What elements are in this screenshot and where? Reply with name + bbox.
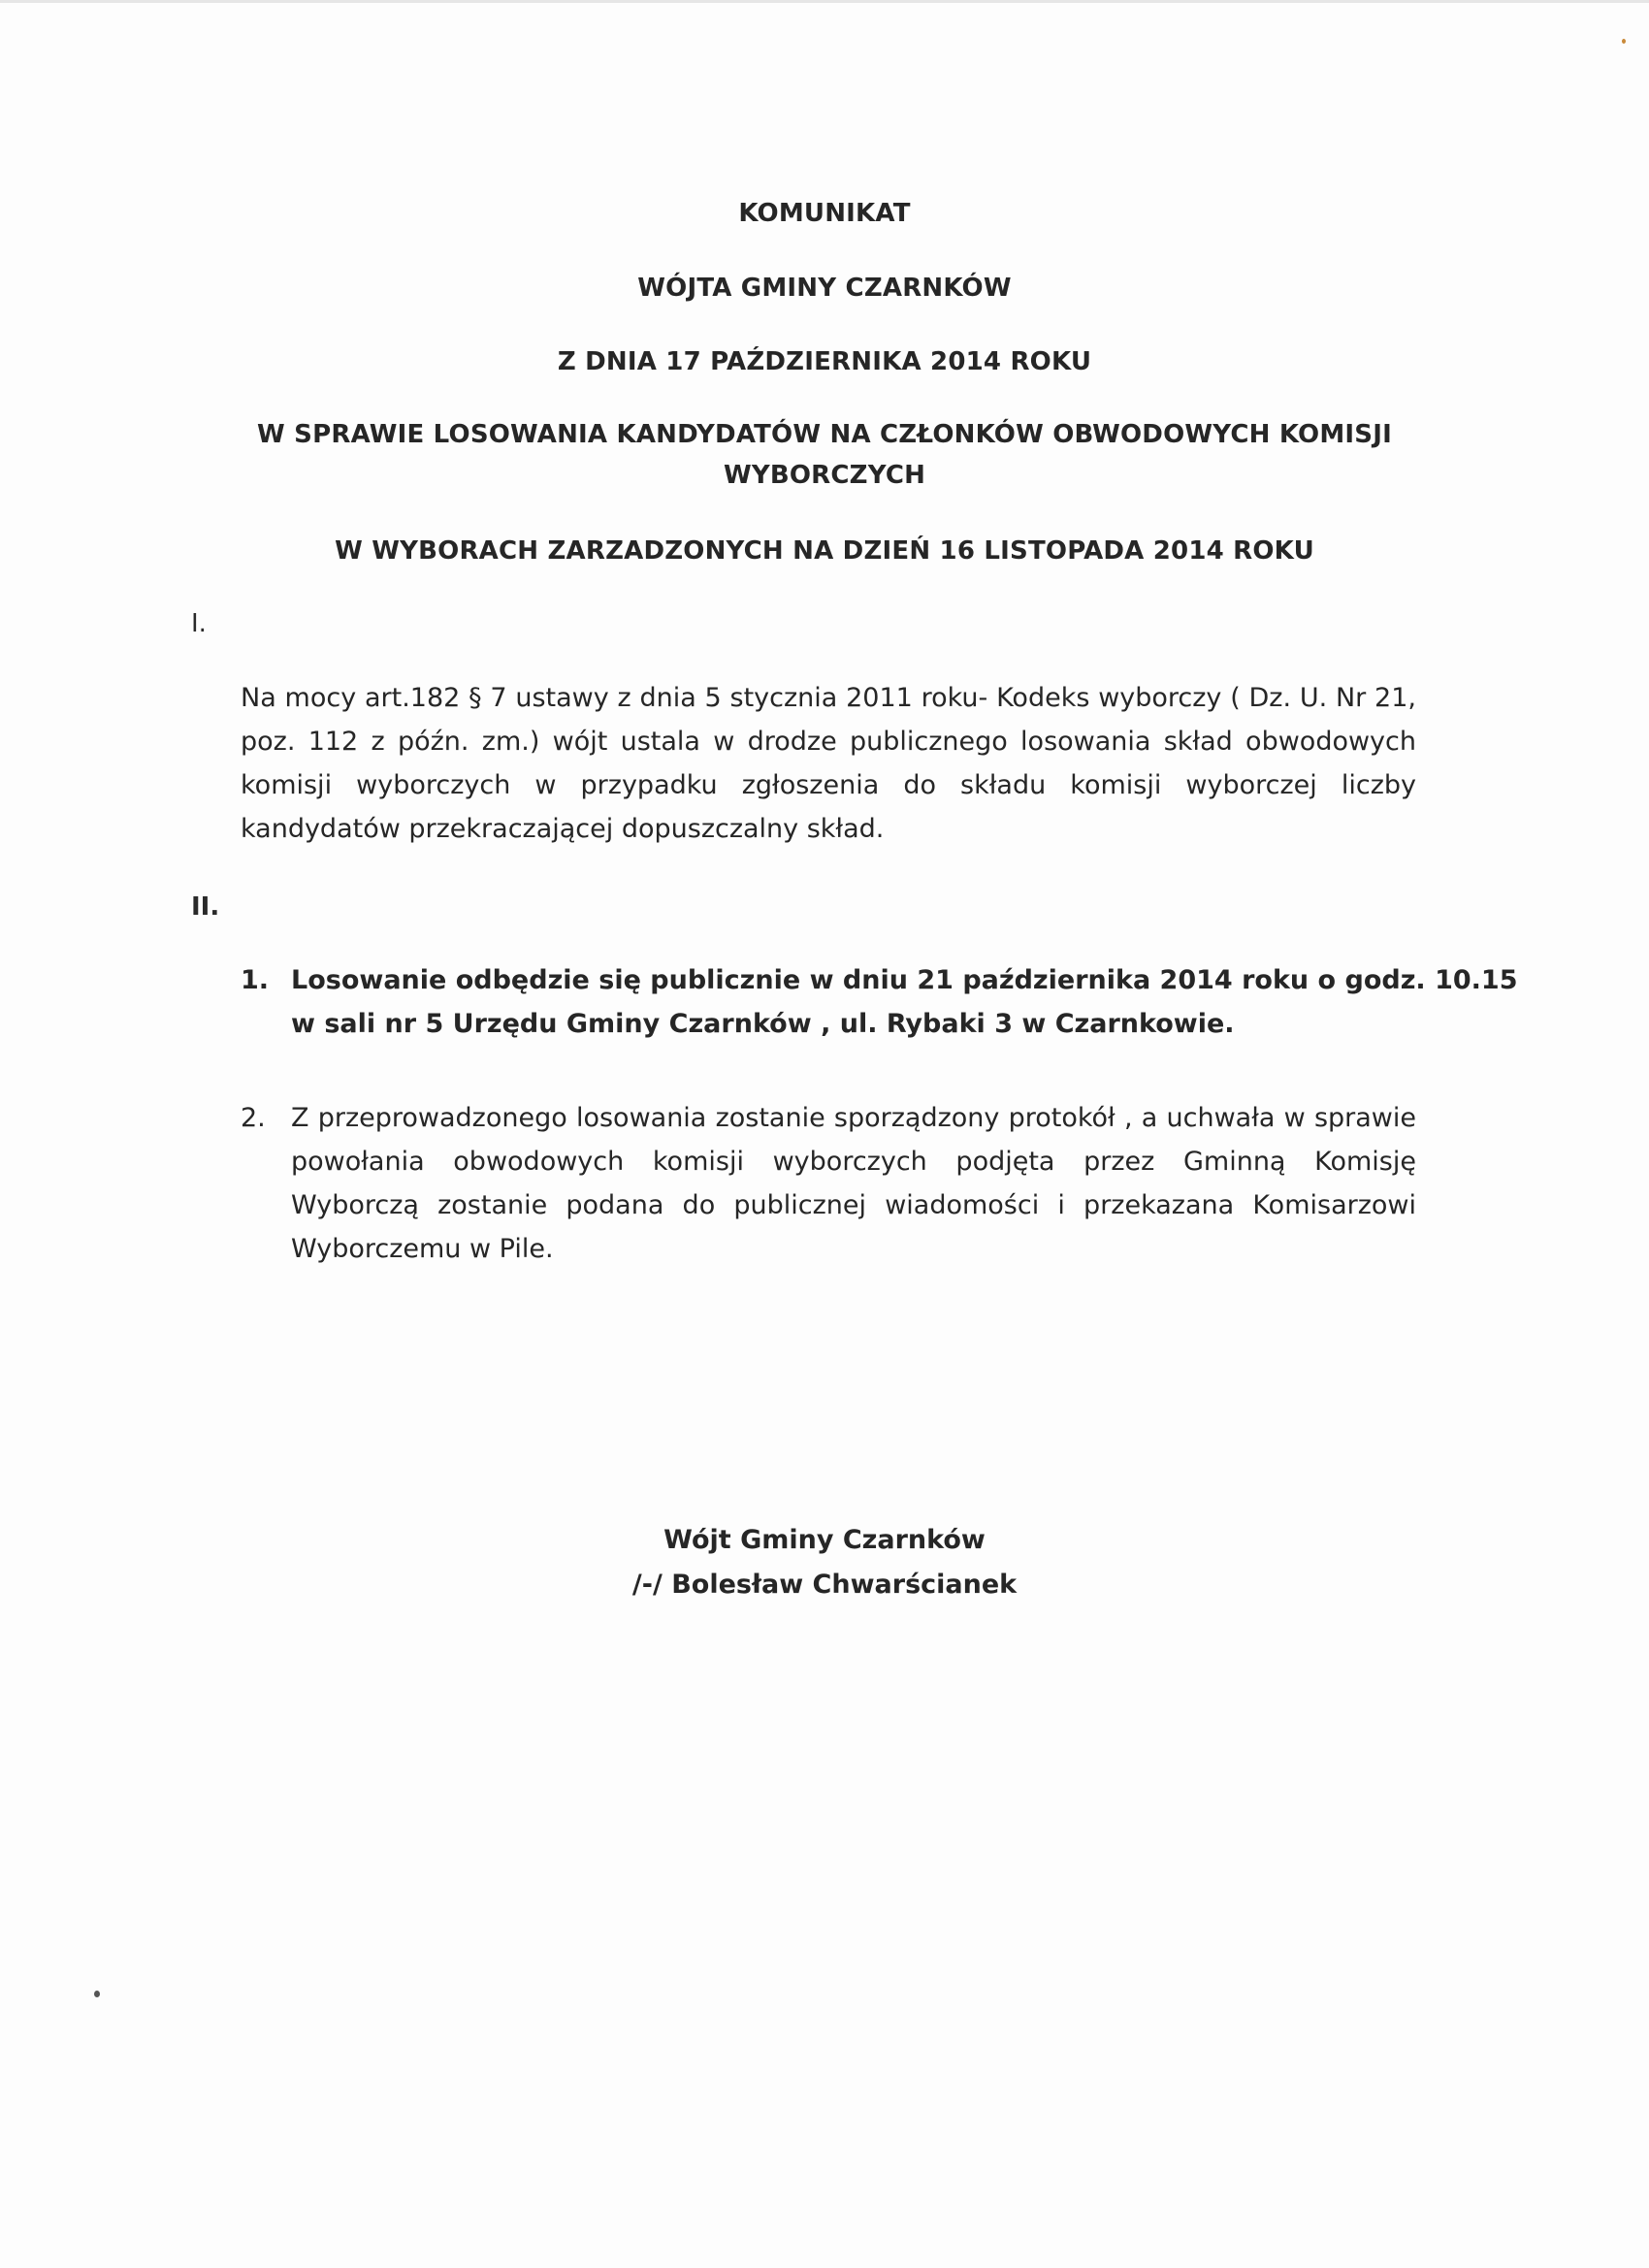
scan-edge (0, 0, 1649, 3)
list-item-line: w sali nr 5 Urzędu Gminy Czarnków , ul. Rybaki 3 w Czarnkowie. (291, 1009, 1235, 1039)
list-item-line: powołania obwodowych komisji wyborczych podjęta przez Gminną Komisję (291, 1147, 1416, 1177)
section-1-number: I. (191, 609, 207, 638)
section-1-line: Na mocy art.182 § 7 ustawy z dnia 5 stycznia 2011 roku- Kodeks wyborczy ( Dz. U. Nr 21, (241, 683, 1416, 713)
section-1-line: kandydatów przekraczającej dopuszczalny skład. (241, 814, 885, 844)
header-issuer: WÓJTA GMINY CZARNKÓW (637, 274, 1012, 303)
section-1-line: poz. 112 z późn. zm.) wójt ustala w drodze publicznego losowania skład obwodowych (241, 727, 1416, 757)
signature-name: /-/ Bolesław Chwarścianek (631, 1570, 1018, 1600)
list-item-number: 2. (241, 1103, 266, 1133)
header-title: KOMUNIKAT (738, 199, 911, 228)
scan-speck (94, 1991, 100, 1997)
header-election: W WYBORACH ZARZADZONYCH NA DZIEŃ 16 LISTOPADA 2014 ROKU (335, 536, 1314, 566)
list-item-line: Wyborczą zostanie podana do publicznej wiadomości i przekazana Komisarzowi (291, 1190, 1416, 1220)
signature-title: Wójt Gminy Czarnków (663, 1525, 986, 1555)
list-item-line: Losowanie odbędzie się publicznie w dniu 21 października 2014 roku o godz. 10.15 (291, 965, 1518, 995)
section-2-number: II. (191, 892, 220, 922)
scan-speck (1622, 39, 1626, 44)
header-date: Z DNIA 17 PAŹDZIERNIKA 2014 ROKU (557, 347, 1092, 376)
header-subject-line-2: WYBORCZYCH (723, 461, 926, 490)
list-item-line: Wyborczemu w Pile. (291, 1234, 554, 1264)
header-subject-line-1: W SPRAWIE LOSOWANIA KANDYDATÓW NA CZŁONKÓW OBWODOWYCH KOMISJI (257, 420, 1392, 449)
section-1-paragraph (241, 676, 1416, 851)
section-1-line: komisji wyborczych w przypadku zgłoszenia do składu komisji wyborczej liczby (241, 770, 1416, 800)
list-item-line: Z przeprowadzonego losowania zostanie sporządzony protokół , a uchwała w sprawie (291, 1103, 1416, 1133)
list-item-number: 1. (241, 965, 270, 995)
